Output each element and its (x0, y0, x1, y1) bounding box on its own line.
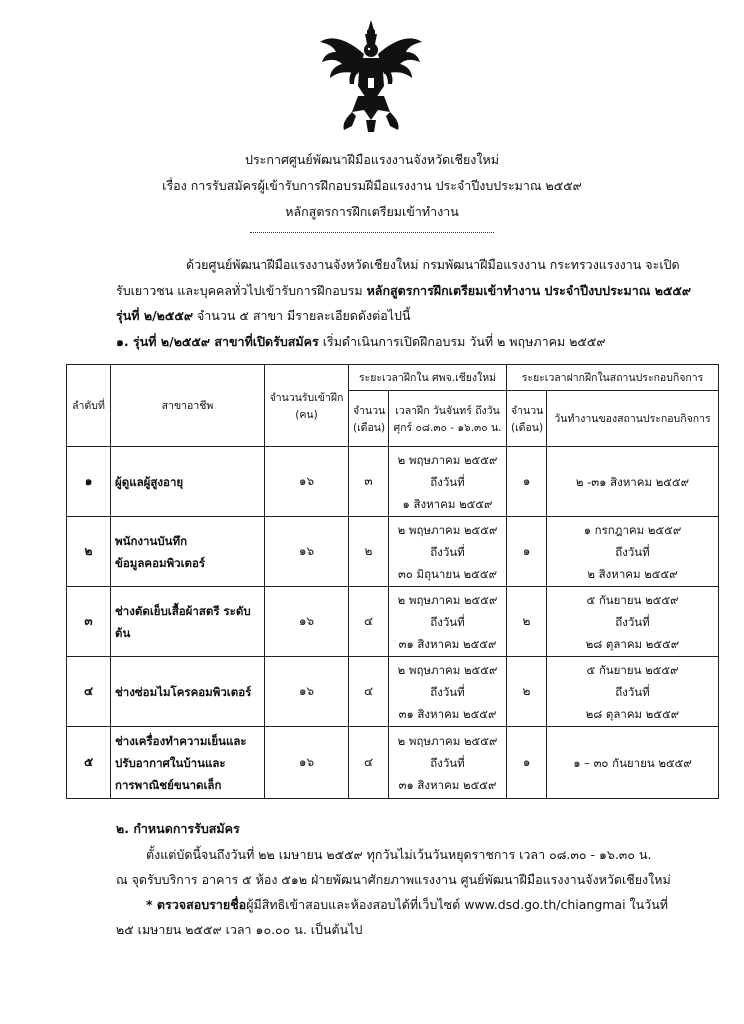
row-enterprise-period (547, 587, 719, 657)
check-names-label: ตรวจสอบรายชื่อ (156, 897, 247, 912)
section-2-title: ๒. กำหนดการรับสมัคร (116, 821, 240, 836)
period-end: ๓๑ สิงหาคม ๒๕๕๙ (398, 777, 497, 792)
row-center-months: ๔ (349, 587, 389, 657)
table-row (67, 587, 719, 657)
period-to: ถึงวันที่ (615, 684, 650, 699)
announcement-title: ประกาศศูนย์พัฒนาฝีมือแรงงานจังหวัดเชียงใหม่ (245, 152, 499, 167)
header-center-months: จำนวน (เดือน) (349, 391, 389, 447)
period-start: ๕ กันยายน ๒๕๕๙ (586, 662, 679, 677)
row-center-period (389, 587, 507, 657)
period-start: ๑ กรกฎาคม ๒๕๕๙ (583, 522, 682, 537)
header-capacity: จำนวนรับเข้าฝึก (คน) (265, 365, 349, 447)
period-start: ๒ พฤษภาคม ๒๕๕๙ (397, 662, 498, 677)
row-seq: ๓ (67, 587, 111, 657)
row-enterprise-months: ๑ (507, 517, 547, 587)
period-range: ๒ -๓๑ สิงหาคม ๒๕๕๙ (575, 474, 690, 489)
table-header-row (67, 365, 719, 391)
occupation-line: ช่างเครื่องทำความเย็นและ (115, 733, 247, 748)
course-name: หลักสูตรการฝึกเตรียมเข้าทำงาน (285, 204, 459, 219)
section-2-line-3 (146, 894, 668, 916)
header-enterprise-period: ระยะเวลาฝากฝึกในสถานประกอบกิจการ (507, 365, 719, 391)
period-end: ๓๐ มิถุนายน ๒๕๕๙ (397, 566, 498, 581)
period-end: ๑ สิงหาคม ๒๕๕๙ (402, 496, 493, 511)
row-center-months: ๒ (349, 517, 389, 587)
row-capacity: ๑๖ (265, 587, 349, 657)
row-center-period (389, 727, 507, 799)
row-capacity: ๑๖ (265, 727, 349, 799)
row-occupation (111, 727, 265, 799)
period-end: ๒๘ ตุลาคม ๒๕๕๙ (585, 636, 680, 651)
occupation-line: พนักงานบันทึก (115, 533, 188, 548)
period-to: ถึงวันที่ (615, 614, 650, 629)
row-occupation (111, 587, 265, 657)
period-range: ๑ – ๓๐ กันยายน ๒๕๕๙ (573, 755, 692, 770)
period-to: ถึงวันที่ (430, 684, 465, 699)
period-to: ถึงวันที่ (430, 544, 465, 559)
row-capacity: ๑๖ (265, 447, 349, 517)
section-1-heading (116, 331, 606, 353)
row-enterprise-months: ๒ (507, 587, 547, 657)
header-center-time: เวลาฝึก วันจันทร์ ถึงวันศุกร์ ๐๘.๓๐ - ๑๖.๓๐ น. (389, 391, 507, 447)
row-enterprise-period (547, 727, 719, 799)
intro-line-3 (116, 305, 411, 327)
header-enterprise-months: จำนวน (เดือน) (507, 391, 547, 447)
section-2-line-4: ๒๕ เมษายน ๒๕๕๙ เวลา ๑๐.๐๐ น. เป็นต้นไป (116, 922, 363, 937)
intro-batch: รุ่นที่ ๒/๒๕๕๙ (116, 308, 193, 323)
period-to: ถึงวันที่ (430, 614, 465, 629)
period-to: ถึงวันที่ (430, 755, 465, 770)
occupation-line: ข้อมูลคอมพิวเตอร์ (115, 555, 206, 570)
row-capacity: ๑๖ (265, 657, 349, 727)
row-enterprise-months: ๑ (507, 447, 547, 517)
occupation-line: ช่างตัดเย็บเสื้อผ้าสตรี ระดับต้น (115, 603, 251, 640)
table-row (67, 657, 719, 727)
table-row (67, 727, 719, 799)
section-2-line-2: ณ จุดรับบริการ อาคาร ๕ ห้อง ๕๑๒ ฝ่ายพัฒนาศักยภาพแรงงาน ศูนย์พัฒนาฝีมือแรงงานจังหวัดเชียงใหม่ (116, 872, 671, 887)
row-seq: ๔ (67, 657, 111, 727)
garuda-emblem (318, 20, 424, 132)
period-to: ถึงวันที่ (615, 544, 650, 559)
row-capacity: ๑๖ (265, 517, 349, 587)
section-2-line-1: ตั้งแต่บัดนี้จนถึงวันที่ ๒๒ เมษายน ๒๕๕๙ ทุกวันไม่เว้นวันหยุดราชการ เวลา ๐๘.๓๐ - ๑๖.๓๐ น. (146, 847, 652, 862)
row-enterprise-period (547, 447, 719, 517)
row-enterprise-months: ๒ (507, 657, 547, 727)
row-seq: ๑ (67, 447, 111, 517)
intro-line-2-text: รับเยาวชน และบุคคลทั่วไปเข้ารับการฝึกอบรม (116, 283, 367, 298)
header-enterprise-days: วันทำงานของสถานประกอบกิจการ (547, 391, 719, 447)
row-center-months: ๔ (349, 727, 389, 799)
row-enterprise-months: ๑ (507, 727, 547, 799)
row-enterprise-period (547, 517, 719, 587)
row-occupation (111, 447, 265, 517)
intro-course-highlight: หลักสูตรการฝึกเตรียมเข้าทำงาน ประจำปีงบประมาณ ๒๕๕๙ (366, 283, 692, 298)
course-table (66, 364, 719, 799)
occupation-line: ปรับอากาศในบ้านและ (115, 755, 226, 770)
row-center-months: ๓ (349, 447, 389, 517)
row-center-period (389, 447, 507, 517)
intro-line-3-text: จำนวน ๕ สาขา มีรายละเอียดดังต่อไปนี้ (192, 308, 411, 323)
dotted-divider (250, 232, 494, 233)
row-seq: ๕ (67, 727, 111, 799)
section-2-line-3-text: ผู้มีสิทธิเข้าสอบและห้องสอบได้ที่เว็บไซต์ www.dsd.go.th/chiangmai ในวันที่ (246, 897, 668, 912)
row-enterprise-period (547, 657, 719, 727)
header-center-period: ระยะเวลาฝึกใน ศพจ.เชียงใหม่ (349, 365, 507, 391)
period-start: ๒ พฤษภาคม ๒๕๕๙ (397, 592, 498, 607)
header-seq: ลำดับที่ (67, 365, 111, 447)
section-1-text: เริ่มดำเนินการเปิดฝึกอบรม วันที่ ๒ พฤษภาคม ๒๕๕๙ (318, 334, 606, 349)
announcement-subject: เรื่อง การรับสมัครผู้เข้ารับการฝึกอบรมฝีมือแรงงาน ประจำปีงบประมาณ ๒๕๕๙ (162, 178, 582, 193)
table-row (67, 517, 719, 587)
row-center-months: ๔ (349, 657, 389, 727)
header-occupation: สาขาอาชีพ (111, 365, 265, 447)
period-start: ๒ พฤษภาคม ๒๕๕๙ (397, 452, 498, 467)
intro-line-1: ด้วยศูนย์พัฒนาฝีมือแรงงานจังหวัดเชียงใหม่ กรมพัฒนาฝีมือแรงงาน กระทรวงแรงงาน จะเปิด (186, 257, 680, 272)
period-start: ๒ พฤษภาคม ๒๕๕๙ (397, 733, 498, 748)
row-center-period (389, 657, 507, 727)
asterisk: * (146, 897, 157, 912)
occupation-line: การพาณิชย์ขนาดเล็ก (115, 777, 222, 792)
row-occupation (111, 657, 265, 727)
row-seq: ๒ (67, 517, 111, 587)
period-end: ๓๑ สิงหาคม ๒๕๕๙ (398, 706, 497, 721)
row-center-period (389, 517, 507, 587)
period-end: ๒ สิงหาคม ๒๕๕๙ (587, 566, 678, 581)
occupation-line: ผู้ดูแลผู้สูงอายุ (115, 474, 184, 489)
section-1-title: ๑. รุ่นที่ ๒/๒๕๕๙ สาขาที่เปิดรับสมัคร (116, 334, 319, 349)
period-to: ถึงวันที่ (430, 474, 465, 489)
row-occupation (111, 517, 265, 587)
period-end: ๓๑ สิงหาคม ๒๕๕๙ (398, 636, 497, 651)
table-row (67, 447, 719, 517)
period-start: ๕ กันยายน ๒๕๕๙ (586, 592, 679, 607)
occupation-line: ช่างซ่อมไมโครคอมพิวเตอร์ (115, 684, 252, 699)
intro-line-2 (116, 280, 691, 302)
period-start: ๒ พฤษภาคม ๒๕๕๙ (397, 522, 498, 537)
period-end: ๒๘ ตุลาคม ๒๕๕๙ (585, 706, 680, 721)
